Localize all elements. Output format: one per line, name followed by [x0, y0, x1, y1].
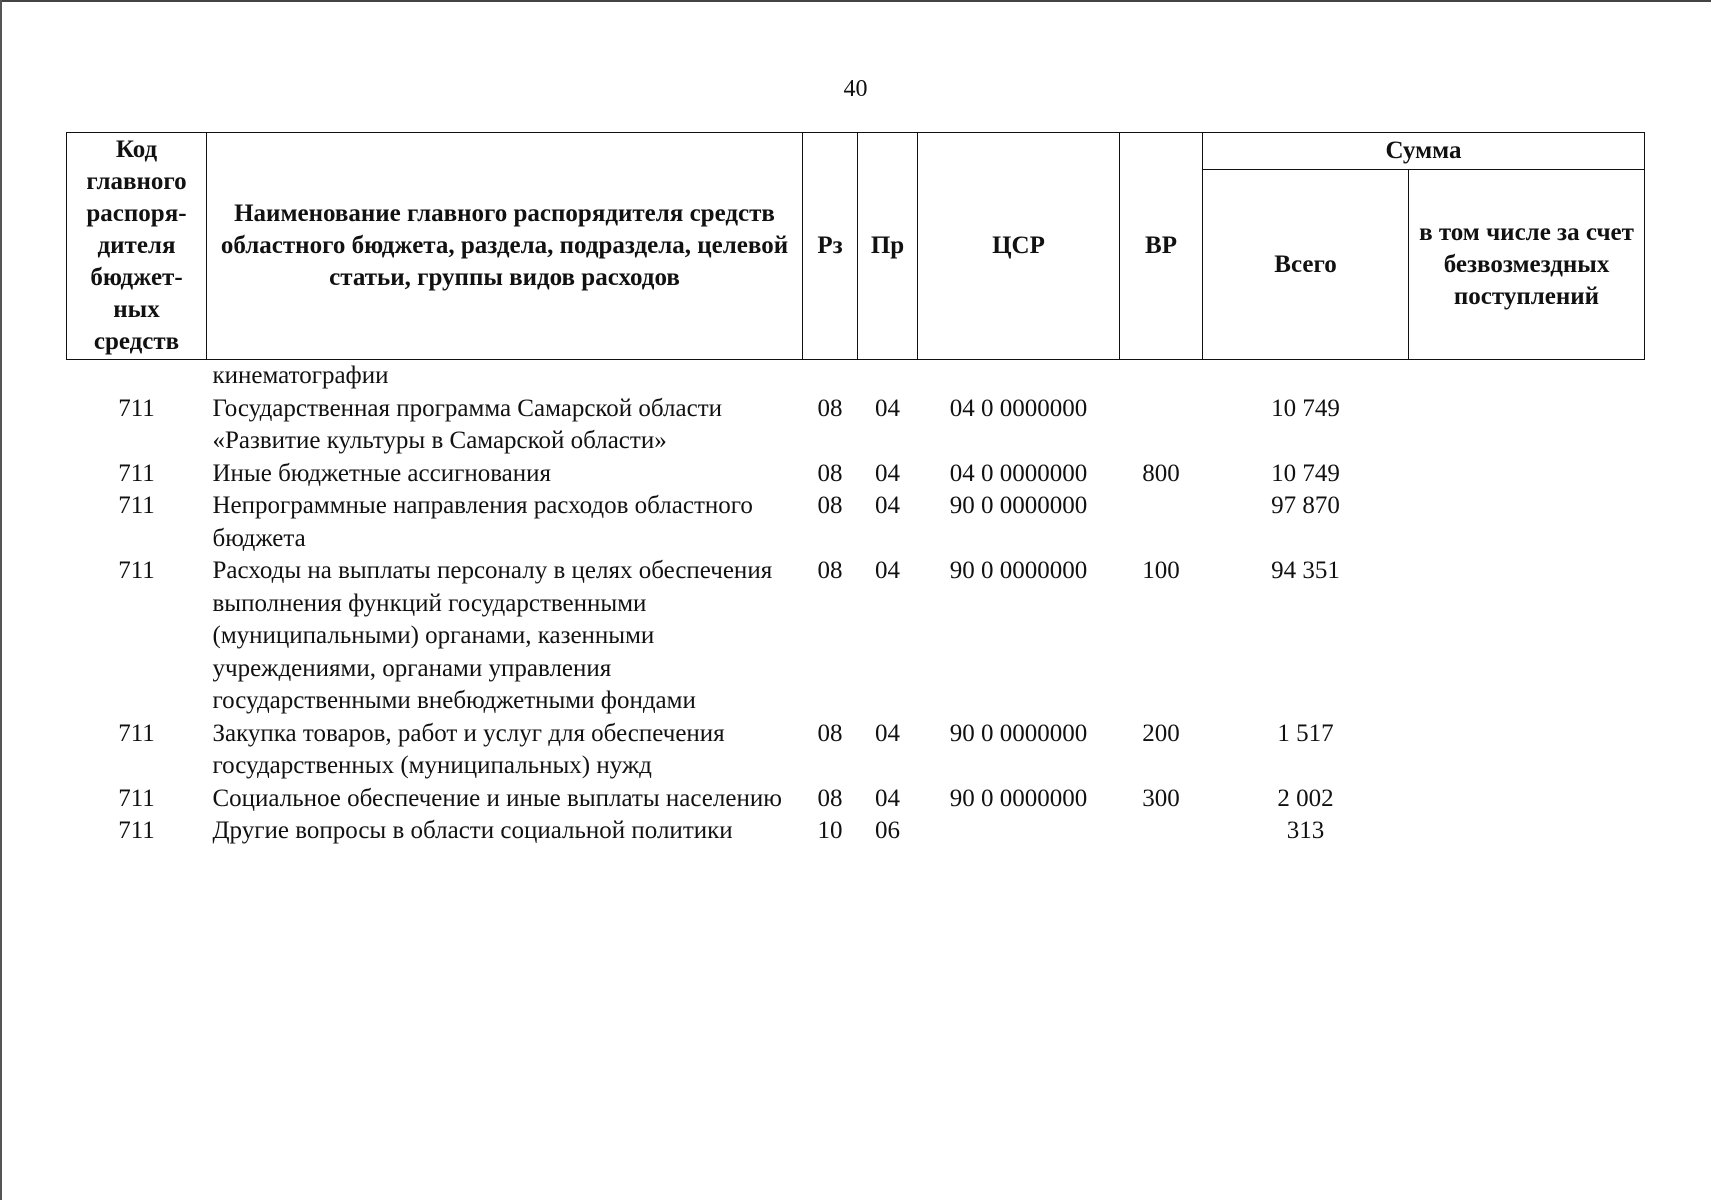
- cell-name: Иные бюджетные ассигнования: [212, 459, 552, 487]
- cell-rz: 08: [817, 459, 843, 487]
- cell-rz: 08: [817, 394, 843, 422]
- cell-csr: [918, 360, 1120, 393]
- cell-vr: 200: [1142, 719, 1180, 747]
- cell-code: 711: [118, 817, 155, 844]
- cell-name: Закупка товаров, работ и услуг для обеспечения государственных (муниципальных) нужд: [212, 719, 725, 779]
- cell-rz: 08: [817, 719, 843, 747]
- cell-rz: 08: [817, 492, 843, 519]
- cell-total: 94 351: [1271, 557, 1340, 584]
- page-number: 40: [843, 76, 868, 102]
- cell-csr: 90 0 0000000: [949, 492, 1088, 519]
- table-row: [67, 458, 1645, 491]
- cell-code: [67, 360, 207, 393]
- header-code: Код главного распоря-дителя бюджет-ных средств: [67, 133, 207, 360]
- cell-pr: 04: [875, 394, 900, 422]
- cell-csr: 90 0 0000000: [949, 784, 1088, 812]
- cell-total: 1 517: [1277, 719, 1334, 747]
- cell-free: [1409, 815, 1645, 848]
- table-row: [67, 815, 1645, 848]
- cell-code: 711: [118, 394, 155, 422]
- cell-vr: 800: [1142, 459, 1180, 487]
- cell-pr: [858, 360, 918, 393]
- cell-code: 711: [118, 557, 155, 584]
- cell-rz: [803, 360, 858, 393]
- header-rz: Рз: [803, 133, 858, 360]
- cell-pr: 04: [875, 557, 900, 584]
- cell-name: Социальное обеспечение и иные выплаты населению: [212, 784, 782, 812]
- cell-pr: 04: [875, 719, 900, 747]
- cell-free: [1409, 783, 1645, 816]
- cell-total: 2 002: [1277, 784, 1334, 812]
- scan-edge-top: [0, 0, 1711, 2]
- cell-vr: [1120, 815, 1203, 848]
- cell-name: Государственная программа Самарской области «Развитие культуры в Самарской области»: [212, 394, 722, 454]
- cell-rz: 08: [817, 784, 843, 812]
- table-header: [67, 133, 1645, 360]
- table-row: [67, 393, 1645, 458]
- header-sum: Сумма: [1203, 133, 1645, 170]
- cell-vr: 300: [1142, 784, 1180, 812]
- header-name: Наименование главного распорядителя средств областного бюджета, раздела, подраздела, целевой статьи, группы видов расходов: [207, 133, 803, 360]
- table-row: [67, 490, 1645, 555]
- cell-free: [1409, 718, 1645, 783]
- cell-free: [1409, 360, 1645, 393]
- cell-free: [1409, 555, 1645, 718]
- cell-pr: 04: [875, 492, 900, 519]
- cell-csr: 04 0 0000000: [949, 394, 1088, 422]
- header-csr: ЦСР: [918, 133, 1120, 360]
- table-body: [67, 360, 1645, 848]
- cell-code: 711: [118, 459, 155, 487]
- cell-rz: 08: [817, 557, 843, 584]
- cell-name: Другие вопросы в области социальной политики: [212, 817, 733, 844]
- cell-name: Расходы на выплаты персоналу в целях обеспечения выполнения функций государственными (муниципальными) органами, казенными учреждениями, органами управления государственными внебюджетными фондами: [212, 557, 773, 714]
- cell-code: 711: [118, 784, 155, 812]
- header-free: в том числе за счет безвозмездных поступлений: [1409, 170, 1645, 360]
- cell-free: [1409, 393, 1645, 458]
- header-pr: Пр: [858, 133, 918, 360]
- cell-pr: 04: [875, 459, 900, 487]
- cell-csr: 90 0 0000000: [949, 719, 1088, 747]
- cell-total: 10 749: [1271, 394, 1340, 422]
- cell-code: 711: [118, 492, 155, 519]
- cell-pr: 06: [875, 817, 900, 844]
- cell-vr: [1120, 490, 1203, 555]
- cell-total: 97 870: [1271, 492, 1340, 519]
- cell-total: 313: [1286, 817, 1325, 844]
- cell-total: [1203, 360, 1409, 393]
- cell-total: 10 749: [1271, 459, 1340, 487]
- cell-vr: 100: [1142, 557, 1180, 584]
- cell-csr: [918, 815, 1120, 848]
- cell-csr: 90 0 0000000: [949, 557, 1088, 584]
- table-row: [67, 360, 1645, 393]
- cell-name: Непрограммные направления расходов областного бюджета: [212, 492, 753, 552]
- table-row: [67, 555, 1645, 718]
- scan-edge-left: [0, 0, 2, 1200]
- budget-table: [66, 132, 1645, 848]
- cell-csr: 04 0 0000000: [949, 459, 1088, 487]
- table-row: [67, 783, 1645, 816]
- cell-free: [1409, 458, 1645, 491]
- cell-vr: [1120, 360, 1203, 393]
- cell-rz: 10: [817, 817, 843, 844]
- table-row: [67, 718, 1645, 783]
- cell-name: кинематографии: [212, 362, 389, 389]
- cell-pr: 04: [875, 784, 900, 812]
- header-total: Всего: [1203, 170, 1409, 360]
- cell-code: 711: [118, 719, 155, 747]
- cell-free: [1409, 490, 1645, 555]
- cell-vr: [1120, 393, 1203, 458]
- header-vr: ВР: [1120, 133, 1203, 360]
